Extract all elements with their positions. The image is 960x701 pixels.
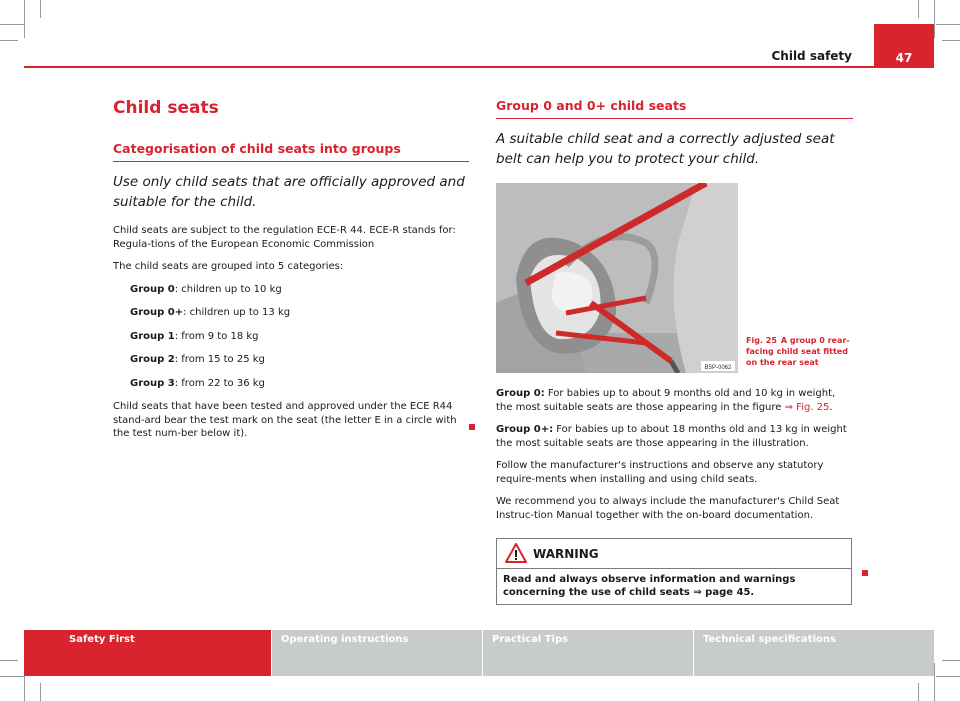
- section-lead: A suitable child seat and a correctly adjusted seat belt can help you to protect your child.: [496, 131, 835, 167]
- page-number: 47: [895, 51, 913, 65]
- group-desc: : children up to 13 kg: [183, 307, 291, 318]
- paragraph: Child seats are subject to the regulation ECE-R 44. ECE-R stands for: Regula-tions of the European Economic Commission: [113, 225, 456, 250]
- crop-mark: [0, 660, 18, 661]
- group0plus-text: For babies up to about 18 months old and 13 kg in weight the most suitable seats are those appearing in the illustration.: [496, 424, 847, 449]
- figure: [496, 183, 853, 373]
- section-end-mark: [469, 424, 475, 430]
- crop-mark: [934, 0, 935, 38]
- crop-mark: [40, 683, 41, 701]
- page-number-tab: [874, 24, 934, 68]
- warning-header: [497, 539, 851, 569]
- footer-tab-safety-first[interactable]: Safety First: [24, 630, 272, 676]
- paragraph: Child seats that have been tested and approved under the ECE R44 stand-ard bear the test mark on the seat (the letter E in a circle with the test num-ber below it).: [113, 401, 457, 439]
- figure-number: Fig. 25: [746, 336, 777, 345]
- figure-caption: [746, 335, 854, 368]
- group-list-item: [130, 353, 469, 367]
- footer-tab-practical-tips[interactable]: Practical Tips: [483, 630, 694, 676]
- group-desc: : from 22 to 36 kg: [174, 377, 265, 389]
- warning-text: Read and always observe information and warnings concerning the use of child seats ⇒ page 45.: [503, 574, 796, 598]
- paragraph-group0plus: [496, 423, 853, 450]
- warning-triangle-icon: [505, 543, 527, 563]
- section-title: Group 0 and 0+ child seats: [496, 98, 853, 119]
- crop-mark: [918, 0, 919, 18]
- group-desc: : children up to 10 kg: [174, 283, 282, 295]
- crop-mark: [0, 24, 24, 25]
- footer-tab-operating-instructions[interactable]: Operating instructions: [272, 630, 483, 676]
- crop-mark: [0, 40, 18, 41]
- section-end-mark: [862, 570, 868, 576]
- group-desc: : from 9 to 18 kg: [174, 330, 259, 342]
- group-desc: : from 15 to 25 kg: [174, 354, 265, 365]
- footer-tab-technical-specifications[interactable]: Technical specifications: [694, 630, 934, 676]
- section-lead: Use only child seats that are officially approved and suitable for the child.: [113, 174, 465, 210]
- group0-label: Group 0:: [496, 388, 545, 399]
- footer-nav: [24, 630, 934, 676]
- running-header-title: Child safety: [771, 49, 852, 63]
- section-title: Categorisation of child seats into groups: [113, 141, 469, 162]
- group-list-item: [130, 377, 469, 391]
- group0-text: For babies up to about 9 months old and 10 kg in weight, the most suitable seats are those appearing in the figure: [496, 388, 836, 413]
- group-name: Group 2: [130, 354, 175, 365]
- warning-label: WARNING: [533, 547, 599, 561]
- figure-code: B5P-0062: [704, 365, 732, 371]
- group0plus-label: Group 0+:: [496, 424, 554, 435]
- child-seat-illustration-svg: [496, 183, 738, 373]
- paragraph: We recommend you to always include the manufacturer's Child Seat Instruc-tion Manual together with the on-board documentation.: [496, 496, 840, 521]
- group-list-item: [130, 306, 469, 320]
- group-list-item: [130, 330, 469, 344]
- crop-mark: [942, 40, 960, 41]
- crop-mark: [0, 676, 24, 677]
- paragraph: The child seats are grouped into 5 categories:: [113, 261, 344, 272]
- left-column: [113, 98, 469, 450]
- child-seat-illustration: [496, 183, 738, 373]
- paragraph: Follow the manufacturer's instructions and observe any statutory require-ments when installing and using child seats.: [496, 460, 824, 485]
- group-name: Group 1: [130, 330, 175, 342]
- group0-end: .: [829, 401, 833, 413]
- group-name: Group 0: [130, 283, 175, 295]
- crop-mark: [936, 676, 960, 677]
- figure-link[interactable]: ⇒ Fig. 25: [784, 401, 830, 413]
- group-list-item: [130, 283, 469, 297]
- crop-mark: [942, 660, 960, 661]
- right-column: [496, 98, 853, 605]
- paragraph-group0: [496, 387, 853, 414]
- warning-box: [496, 538, 852, 605]
- crop-mark: [934, 663, 935, 701]
- chapter-title: Child seats: [113, 98, 219, 118]
- crop-mark: [40, 0, 41, 18]
- crop-mark: [918, 683, 919, 701]
- crop-mark: [936, 24, 960, 25]
- header-rule: [24, 66, 934, 68]
- group-name: Group 3: [130, 377, 175, 389]
- group-name: Group 0+: [130, 307, 184, 318]
- crop-mark: [24, 0, 25, 38]
- figure-caption-text: A group 0 rear-facing child seat fitted on the rear seat: [746, 336, 850, 367]
